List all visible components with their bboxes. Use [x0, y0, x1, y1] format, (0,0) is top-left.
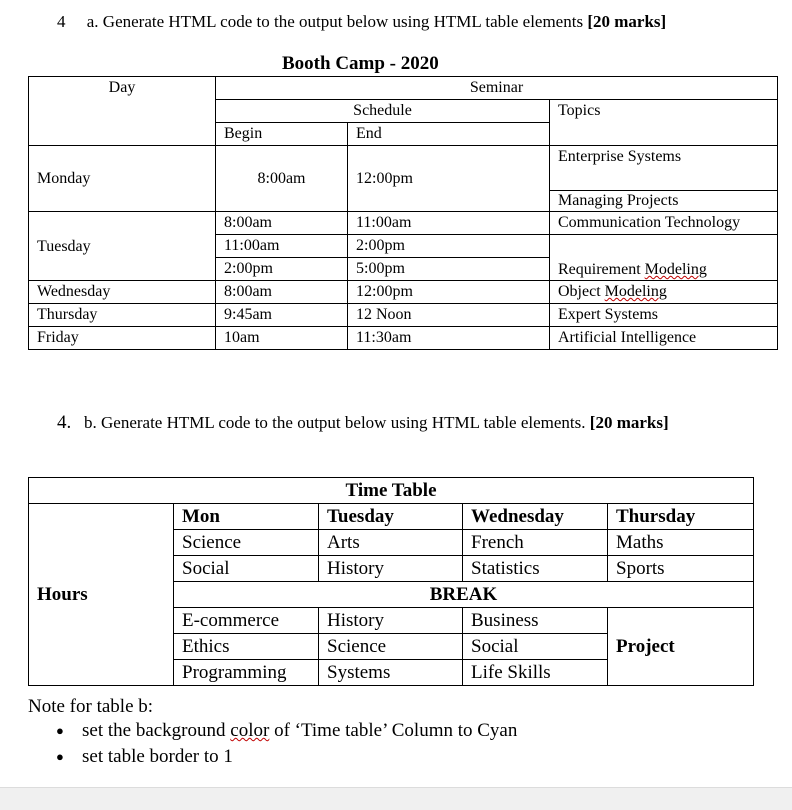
cell-science-2: Science	[319, 634, 463, 660]
note-item-1-end: of ‘Time table’ Column to Cyan	[274, 720, 518, 741]
cell-ecommerce: E-commerce	[174, 608, 319, 634]
day-mon: Mon	[174, 504, 319, 530]
notes	[28, 696, 517, 770]
notes-list	[28, 718, 517, 770]
cell-science: Science	[174, 530, 319, 556]
cell-french: French	[463, 530, 608, 556]
cell-statistics: Statistics	[463, 556, 608, 582]
topic-requirement-text: Requirement Modeling	[558, 261, 707, 278]
cell-social-2: Social	[463, 634, 608, 660]
wednesday-begin: 8:00am	[216, 281, 348, 304]
question-a-text: a. Generate HTML code to the output below using HTML table elements	[86, 12, 584, 31]
question-a	[57, 12, 666, 32]
note-item-1	[82, 718, 517, 744]
cell-history: History	[319, 556, 463, 582]
cell-history-2: History	[319, 608, 463, 634]
day-tuesday: Tuesday	[319, 504, 463, 530]
hours-cell: Hours	[29, 504, 174, 686]
question-b-number: 4.	[57, 412, 72, 433]
cell-arts: Arts	[319, 530, 463, 556]
topic-requirement	[550, 235, 778, 281]
monday-begin: 8:00am	[216, 146, 348, 212]
topic-object	[550, 281, 778, 304]
topic-ai: Artificial Intelligence	[550, 327, 778, 350]
topic-requirement-text-underlined: Modeling	[644, 261, 707, 278]
cell-programming: Programming	[174, 660, 319, 686]
tuesday-begin-3: 2:00pm	[216, 258, 348, 281]
seminar-header: Seminar	[216, 77, 778, 100]
cell-business: Business	[463, 608, 608, 634]
tuesday-end-2: 2:00pm	[348, 235, 550, 258]
end-header: End	[348, 123, 550, 146]
thursday-begin: 9:45am	[216, 304, 348, 327]
topic-communication: Communication Technology	[550, 212, 778, 235]
tuesday-end-3: 5:00pm	[348, 258, 550, 281]
day-wednesday: Wednesday	[463, 504, 608, 530]
question-b-text: b. Generate HTML code to the output below using HTML table elements.	[84, 413, 586, 432]
time-table-title: Time Table	[29, 478, 754, 504]
table-a-caption: Booth Camp - 2020	[282, 53, 439, 74]
tuesday-begin-1: 8:00am	[216, 212, 348, 235]
monday-end: 12:00pm	[348, 146, 550, 212]
question-b	[57, 412, 669, 434]
topics-header: Topics	[550, 100, 778, 146]
day-header: Day	[29, 77, 216, 146]
cell-sports: Sports	[608, 556, 754, 582]
tuesday-begin-2: 11:00am	[216, 235, 348, 258]
topic-expert: Expert Systems	[550, 304, 778, 327]
table-a	[28, 76, 778, 350]
schedule-header: Schedule	[216, 100, 550, 123]
note-item-2: ● set table border to 1	[82, 744, 517, 770]
wednesday-cell: Wednesday	[29, 281, 216, 304]
cell-systems: Systems	[319, 660, 463, 686]
break-cell: BREAK	[174, 582, 754, 608]
topic-enterprise: Enterprise Systems	[550, 146, 778, 191]
note-item-1-color: color	[230, 720, 270, 741]
thursday-cell: Thursday	[29, 304, 216, 327]
topic-object-text-underlined: Modeling	[604, 283, 667, 300]
friday-end: 11:30am	[348, 327, 550, 350]
cell-social: Social	[174, 556, 319, 582]
day-thursday: Thursday	[608, 504, 754, 530]
wednesday-end: 12:00pm	[348, 281, 550, 304]
friday-cell: Friday	[29, 327, 216, 350]
tuesday-cell: Tuesday	[29, 212, 216, 281]
thursday-end: 12 Noon	[348, 304, 550, 327]
cell-maths: Maths	[608, 530, 754, 556]
note-item-1-start: set the background	[82, 720, 226, 741]
cell-ethics: Ethics	[174, 634, 319, 660]
friday-begin: 10am	[216, 327, 348, 350]
monday-cell: Monday	[29, 146, 216, 212]
topic-managing: Managing Projects	[550, 191, 778, 212]
begin-header: Begin	[216, 123, 348, 146]
question-b-marks: [20 marks]	[589, 413, 669, 432]
bottom-bar	[0, 787, 792, 810]
cell-life-skills: Life Skills	[463, 660, 608, 686]
question-a-number: 4	[57, 12, 66, 31]
project-cell: Project	[608, 608, 754, 686]
notes-heading: Note for table b:	[28, 696, 154, 717]
question-a-marks: [20 marks]	[587, 12, 667, 31]
topic-object-text: Object Modeling	[558, 283, 667, 300]
table-b	[28, 477, 754, 686]
tuesday-end-1: 11:00am	[348, 212, 550, 235]
